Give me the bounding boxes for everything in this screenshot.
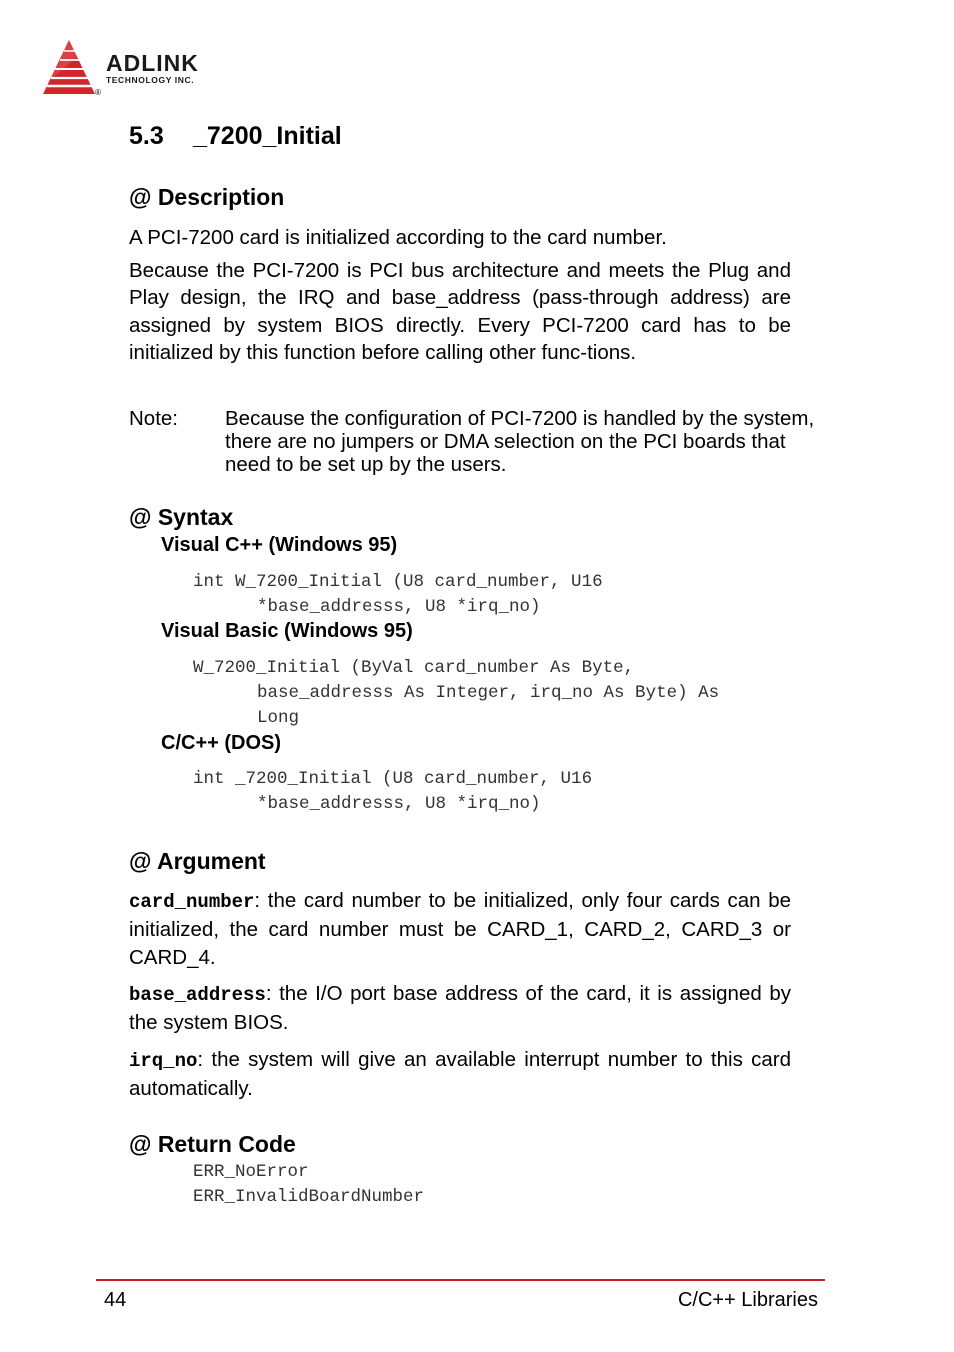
description-heading: @ Description xyxy=(129,184,285,210)
argument-description: : the card number to be initialized, only four cards can be initialized, the card number must be CARD_1, CARD_2, CARD_3 or CARD_4. xyxy=(129,889,791,969)
logo-subtitle-text: TECHNOLOGY INC. xyxy=(106,75,195,85)
argument-description: : the system will give an available interrupt number to this card automatically. xyxy=(129,1048,791,1101)
footer-chapter-title: C/C++ Libraries xyxy=(677,1289,818,1311)
note-text: Because the configuration of PCI-7200 is handled by the system, there are no jumpers or DMA selection on the PCI boards that need to be set up by the users. xyxy=(225,407,815,476)
return-code-heading: @ Return Code xyxy=(129,1131,296,1157)
adlink-logo xyxy=(42,38,232,100)
argument-name: card_number xyxy=(129,891,255,913)
syntax-heading: @ Syntax xyxy=(129,504,234,530)
return-code-list xyxy=(193,1160,424,1210)
return-code-item: ERR_NoError xyxy=(193,1162,309,1182)
argument-name: base_address xyxy=(129,984,266,1006)
description-paragraph-2: Because the PCI-7200 is PCI bus architecture and meets the Plug and Play design, the IRQ and base_address (pass-through address) are assigned by system BIOS directly. Every PCI-7200 card has to be initialized by this function before calling other func-tions. xyxy=(129,259,791,364)
logo-brand-text: ADLINK xyxy=(106,50,199,76)
return-code-item: ERR_InvalidBoardNumber xyxy=(193,1187,425,1207)
code-line: *base_addresss, U8 *irq_no) xyxy=(257,794,541,814)
code-line: base_addresss As Integer, irq_no As Byte) As xyxy=(257,683,720,703)
argument-heading: @ Argument xyxy=(129,848,266,874)
section-title xyxy=(129,122,342,151)
page-number: 44 xyxy=(104,1289,127,1311)
syntax-vc-label: Visual C++ (Windows 95) xyxy=(161,534,398,556)
section-name: _7200_Initial xyxy=(193,122,342,150)
syntax-dos-code xyxy=(193,767,592,817)
syntax-vc-code xyxy=(193,570,603,620)
registered-mark: ® xyxy=(95,88,101,97)
section-number: 5.3 xyxy=(129,122,164,150)
syntax-vb-code xyxy=(193,656,719,731)
code-line: int W_7200_Initial (U8 card_number, U16 xyxy=(193,572,603,592)
syntax-vb-label: Visual Basic (Windows 95) xyxy=(161,620,413,642)
argument-card-number xyxy=(129,887,791,971)
code-line: int _7200_Initial (U8 card_number, U16 xyxy=(193,769,593,789)
argument-description: : the I/O port base address of the card, it is assigned by the system BIOS. xyxy=(129,982,791,1035)
code-line: W_7200_Initial (ByVal card_number As Byte, xyxy=(193,658,635,678)
description-paragraph-1: A PCI-7200 card is initialized according to the card number. xyxy=(129,226,667,249)
argument-irq-no xyxy=(129,1046,791,1103)
code-line: *base_addresss, U8 *irq_no) xyxy=(257,597,541,617)
argument-name: irq_no xyxy=(129,1050,198,1072)
footer-rule xyxy=(96,1279,825,1281)
code-line: Long xyxy=(257,708,300,728)
argument-base-address xyxy=(129,980,791,1037)
note-label: Note: xyxy=(129,407,178,430)
syntax-dos-label: C/C++ (DOS) xyxy=(161,732,282,754)
